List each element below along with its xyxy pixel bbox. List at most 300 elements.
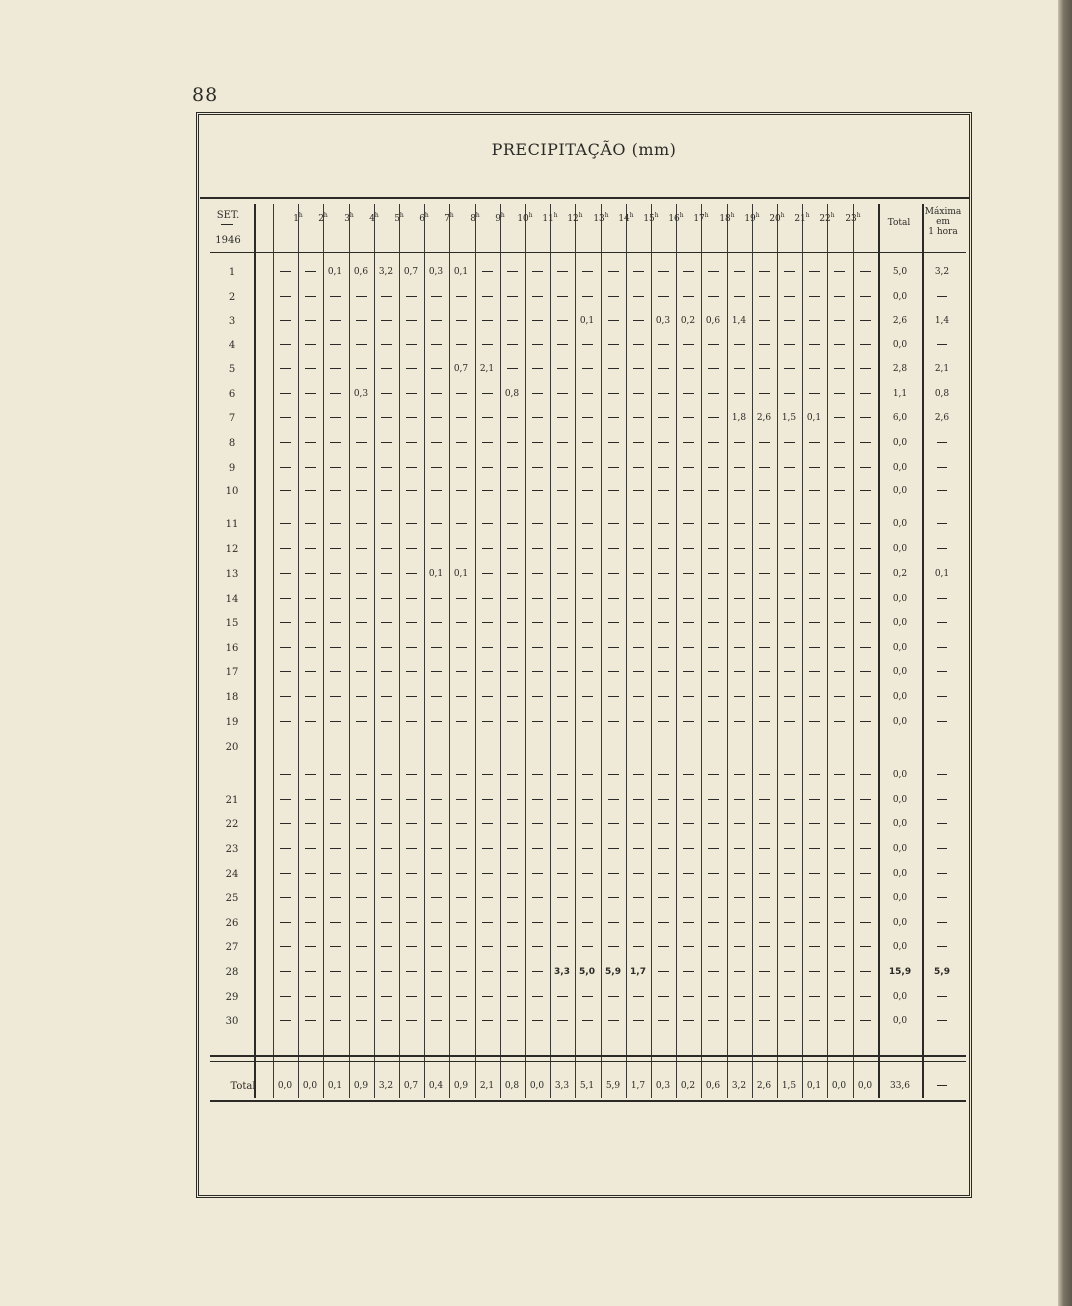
table-row: [0, 844, 1072, 864]
hour-cell: [298, 267, 322, 277]
hour-cell: 0,3: [353, 389, 369, 399]
day-max: [920, 992, 964, 1002]
hour-cell: [349, 692, 373, 702]
hour-cell: 0,2: [680, 316, 696, 326]
hour-header: 9$^h$: [495, 212, 505, 224]
hour-cell: [601, 267, 625, 277]
hour-cell: [727, 463, 751, 473]
hour-cell: [550, 463, 574, 473]
hour-cell: [449, 692, 473, 702]
hour-cell: [827, 918, 851, 928]
day-label: 22: [225, 819, 239, 830]
table-row: [0, 594, 1072, 614]
table-row: [0, 942, 1072, 962]
hour-cell: [273, 340, 297, 350]
hour-cell: [550, 292, 574, 302]
hour-cell: [525, 618, 549, 628]
hour-cell: [853, 292, 877, 302]
hour-cell: [676, 692, 700, 702]
hour-header: 10$^h$: [517, 212, 533, 224]
hour-total-cell: 0,9: [453, 1081, 469, 1091]
hour-header: 14$^h$: [618, 212, 634, 224]
hour-cell: [601, 316, 625, 326]
hour-cell: [298, 893, 322, 903]
hour-cell: [475, 819, 499, 829]
day-total: 0,0: [892, 819, 908, 829]
hour-cell: [701, 569, 725, 579]
hour-cell: [853, 918, 877, 928]
hour-cell: [500, 438, 524, 448]
hour-cell: [399, 692, 423, 702]
hour-cell: [701, 340, 725, 350]
hour-cell: [626, 1016, 650, 1026]
hour-cell: [550, 486, 574, 496]
hour-cell: [323, 389, 347, 399]
hour-cell: [827, 819, 851, 829]
hour-cell: [399, 819, 423, 829]
hour-cell: [273, 795, 297, 805]
hour-cell: [399, 463, 423, 473]
hour-cell: [727, 618, 751, 628]
hour-cell: [273, 463, 297, 473]
hour-cell: [676, 992, 700, 1002]
hour-cell: [323, 544, 347, 554]
hour-cell: [777, 844, 801, 854]
hour-cell: [701, 692, 725, 702]
hour-cell: [752, 869, 776, 879]
hour-cell: [651, 770, 675, 780]
hour-header: 4$^h$: [369, 212, 379, 224]
hour-cell: [853, 770, 877, 780]
hour-cell: [777, 869, 801, 879]
hour-cell: [601, 292, 625, 302]
hour-cell: [701, 667, 725, 677]
hour-cell: [298, 992, 322, 1002]
hour-cell: [298, 918, 322, 928]
hour-cell: [827, 795, 851, 805]
hour-cell: 0,1: [428, 569, 444, 579]
hour-cell: [525, 844, 549, 854]
hour-cell: [550, 643, 574, 653]
hour-header: 2$^h$: [318, 212, 328, 224]
hour-cell: [349, 364, 373, 374]
hour-cell: [449, 869, 473, 879]
hour-cell: [651, 486, 675, 496]
hour-cell: [827, 667, 851, 677]
hour-cell: 0,1: [453, 569, 469, 579]
hour-cell: [525, 389, 549, 399]
hour-total-cell: 0,9: [353, 1081, 369, 1091]
table-row: [0, 544, 1072, 564]
hour-cell: [500, 869, 524, 879]
hour-cell: 3,3: [554, 967, 570, 977]
day-total: 0,0: [892, 519, 908, 529]
hour-total-cell: 1,5: [781, 1081, 797, 1091]
hour-cell: [777, 819, 801, 829]
hour-header: 11$^h$: [542, 212, 558, 224]
day-label: 1: [228, 267, 236, 278]
hour-cell: [449, 544, 473, 554]
hour-header: 18$^h$: [719, 212, 735, 224]
hour-cell: [651, 692, 675, 702]
hour-cell: [727, 942, 751, 952]
hour-cell: [500, 618, 524, 628]
hour-cell: [298, 692, 322, 702]
hour-cell: [374, 316, 398, 326]
hour-cell: [500, 692, 524, 702]
day-total: 0,0: [892, 795, 908, 805]
hour-cell: [399, 486, 423, 496]
hour-cell: [449, 643, 473, 653]
hour-cell: [500, 717, 524, 727]
hour-cell: [323, 340, 347, 350]
hour-cell: [374, 1016, 398, 1026]
hour-cell: [853, 569, 877, 579]
hour-cell: [777, 364, 801, 374]
hour-cell: [374, 569, 398, 579]
hour-cell: [701, 844, 725, 854]
hour-cell: [475, 844, 499, 854]
hour-header: 3$^h$: [344, 212, 354, 224]
hour-cell: [601, 643, 625, 653]
hour-total-cell: 5,1: [579, 1081, 595, 1091]
day-label: 19: [225, 717, 239, 728]
hour-cell: [399, 618, 423, 628]
hour-cell: [525, 267, 549, 277]
hour-cell: [777, 463, 801, 473]
hour-cell: [349, 569, 373, 579]
hour-cell: [676, 967, 700, 977]
hour-cell: [550, 893, 574, 903]
hour-cell: [399, 544, 423, 554]
hour-cell: [525, 519, 549, 529]
hour-total-cell: 0,0: [831, 1081, 847, 1091]
hour-cell: 1,7: [630, 967, 646, 977]
hour-cell: [575, 893, 599, 903]
hour-cell: [399, 770, 423, 780]
day-max: 0,1: [934, 569, 950, 579]
hour-cell: [601, 413, 625, 423]
hour-cell: [752, 544, 776, 554]
day-max: 0,8: [934, 389, 950, 399]
day-max: 5,9: [934, 967, 950, 977]
hour-cell: [475, 486, 499, 496]
day-total: 6,0: [892, 413, 908, 423]
hour-cell: [323, 292, 347, 302]
hour-cell: [727, 519, 751, 529]
hour-cell: [424, 544, 448, 554]
hour-cell: [651, 463, 675, 473]
table-row: [0, 893, 1072, 913]
hour-cell: [500, 569, 524, 579]
table-row: [0, 795, 1072, 815]
day-total: 15,9: [888, 967, 912, 977]
hour-cell: [525, 770, 549, 780]
hour-cell: [525, 292, 549, 302]
hour-cell: [399, 844, 423, 854]
hour-cell: [575, 692, 599, 702]
hour-cell: [424, 438, 448, 448]
hour-cell: [575, 364, 599, 374]
hour-cell: [323, 413, 347, 423]
hour-cell: [298, 569, 322, 579]
hour-cell: [777, 667, 801, 677]
hour-cell: [626, 819, 650, 829]
day-max: [920, 869, 964, 879]
hour-cell: [626, 992, 650, 1002]
hour-cell: [298, 1016, 322, 1026]
hour-cell: [827, 463, 851, 473]
hour-cell: [550, 770, 574, 780]
hour-cell: [777, 267, 801, 277]
hour-cell: [853, 667, 877, 677]
hour-cell: [424, 717, 448, 727]
hour-cell: [323, 717, 347, 727]
hour-cell: [777, 918, 801, 928]
day-total: 0,0: [892, 594, 908, 604]
hour-cell: [424, 667, 448, 677]
hour-cell: [853, 618, 877, 628]
hour-header: 22$^h$: [819, 212, 835, 224]
hour-total-cell: 0,4: [428, 1081, 444, 1091]
day-max: [920, 618, 964, 628]
hour-cell: [626, 413, 650, 423]
hour-cell: [575, 869, 599, 879]
hour-cell: [273, 643, 297, 653]
hour-cell: [273, 544, 297, 554]
hour-cell: [701, 618, 725, 628]
hour-cell: [802, 594, 826, 604]
hour-cell: [827, 519, 851, 529]
hour-cell: [853, 594, 877, 604]
table-row: [0, 692, 1072, 712]
hour-cell: [752, 1016, 776, 1026]
hour-cell: [449, 618, 473, 628]
hour-cell: [273, 519, 297, 529]
table-row: [0, 267, 1072, 287]
hour-cell: [550, 594, 574, 604]
hour-cell: [676, 618, 700, 628]
hour-cell: 0,1: [327, 267, 343, 277]
hour-cell: [777, 692, 801, 702]
hour-cell: [827, 893, 851, 903]
hour-cell: [727, 438, 751, 448]
hour-cell: [802, 992, 826, 1002]
hour-cell: [575, 292, 599, 302]
hour-cell: [475, 643, 499, 653]
hour-cell: [349, 519, 373, 529]
hour-cell: [273, 667, 297, 677]
hour-cell: [575, 594, 599, 604]
hour-cell: [323, 486, 347, 496]
hour-cell: [853, 438, 877, 448]
hour-cell: [323, 1016, 347, 1026]
hour-cell: [601, 844, 625, 854]
hour-cell: [802, 519, 826, 529]
totals-row: [0, 1081, 1072, 1101]
hour-cell: [727, 364, 751, 374]
hour-cell: [676, 364, 700, 374]
hour-cell: [449, 795, 473, 805]
hour-cell: [651, 643, 675, 653]
hour-cell: [651, 717, 675, 727]
hour-cell: [802, 643, 826, 653]
hour-cell: 2,6: [756, 413, 772, 423]
hour-cell: [601, 438, 625, 448]
hour-cell: [323, 364, 347, 374]
hour-cell: [777, 942, 801, 952]
hour-cell: [575, 717, 599, 727]
hour-cell: [550, 795, 574, 805]
hour-cell: [424, 942, 448, 952]
hour-cell: [802, 770, 826, 780]
hour-cell: [273, 413, 297, 423]
hour-cell: [827, 569, 851, 579]
hour-cell: [323, 316, 347, 326]
table-row: [0, 463, 1072, 483]
hour-cell: [374, 643, 398, 653]
hour-cell: [374, 618, 398, 628]
hour-cell: [676, 717, 700, 727]
hour-cell: [575, 795, 599, 805]
hour-cell: [374, 942, 398, 952]
hour-cell: [827, 413, 851, 423]
hour-cell: [701, 413, 725, 423]
table-row: [0, 918, 1072, 938]
hour-cell: [399, 795, 423, 805]
hour-cell: [777, 486, 801, 496]
day-total: 0,0: [892, 340, 908, 350]
hour-cell: [601, 569, 625, 579]
table-row: [0, 770, 1072, 790]
hour-cell: [752, 992, 776, 1002]
total-rule-top: [210, 1055, 966, 1057]
hour-cell: [399, 1016, 423, 1026]
hour-cell: [475, 594, 499, 604]
hour-cell: [349, 438, 373, 448]
hour-cell: [500, 844, 524, 854]
hour-cell: [449, 893, 473, 903]
hour-cell: [298, 795, 322, 805]
hour-cell: [399, 340, 423, 350]
hour-total-cell: 0,0: [529, 1081, 545, 1091]
hour-cell: [752, 844, 776, 854]
hour-cell: [752, 618, 776, 628]
year-label: 1946: [215, 235, 241, 246]
hour-cell: [575, 643, 599, 653]
hour-cell: [601, 486, 625, 496]
max-header-line2: em: [936, 217, 950, 227]
hour-cell: [475, 869, 499, 879]
day-label: 18: [225, 692, 239, 703]
hour-cell: [424, 918, 448, 928]
hour-cell: [827, 992, 851, 1002]
day-total: 2,8: [892, 364, 908, 374]
hour-cell: [500, 267, 524, 277]
hour-cell: [399, 316, 423, 326]
hour-cell: [827, 717, 851, 727]
hour-cell: [550, 692, 574, 702]
table-row: [0, 364, 1072, 384]
hour-cell: [752, 918, 776, 928]
table-row: [0, 643, 1072, 663]
day-max: [920, 717, 964, 727]
hour-cell: [777, 893, 801, 903]
day-label: 20: [225, 742, 239, 753]
hour-cell: [853, 692, 877, 702]
hour-cell: [575, 463, 599, 473]
hour-cell: [575, 992, 599, 1002]
hour-cell: [424, 340, 448, 350]
hour-cell: [601, 770, 625, 780]
hour-cell: [525, 643, 549, 653]
hour-cell: [601, 942, 625, 952]
hour-cell: [601, 893, 625, 903]
hour-header: 8$^h$: [470, 212, 480, 224]
hour-cell: [727, 869, 751, 879]
hour-cell: [424, 819, 448, 829]
hour-cell: [626, 316, 650, 326]
day-max: [920, 844, 964, 854]
hour-cell: [575, 519, 599, 529]
hour-cell: [475, 267, 499, 277]
day-label: 23: [225, 844, 239, 855]
hour-cell: [752, 316, 776, 326]
day-max: 2,1: [934, 364, 950, 374]
hour-cell: [727, 844, 751, 854]
hour-cell: [525, 967, 549, 977]
hour-cell: [424, 795, 448, 805]
hour-cell: [449, 967, 473, 977]
hour-cell: [802, 569, 826, 579]
hour-total-cell: 3,3: [554, 1081, 570, 1091]
hour-cell: 0,1: [579, 316, 595, 326]
hour-cell: [701, 869, 725, 879]
hour-total-cell: 0,7: [403, 1081, 419, 1091]
hour-cell: [475, 918, 499, 928]
hour-cell: [752, 364, 776, 374]
hour-cell: [273, 942, 297, 952]
day-total: 0,0: [892, 869, 908, 879]
day-label: 3: [228, 316, 236, 327]
hour-cell: [651, 292, 675, 302]
hour-cell: [575, 618, 599, 628]
hour-cell: [349, 869, 373, 879]
hour-cell: [323, 618, 347, 628]
hour-cell: [475, 463, 499, 473]
hour-cell: [651, 967, 675, 977]
hour-cell: 3,2: [378, 267, 394, 277]
table-row: [0, 519, 1072, 539]
hour-cell: [626, 463, 650, 473]
hour-header: 23$^h$: [845, 212, 861, 224]
hour-cell: [550, 618, 574, 628]
hour-cell: [349, 643, 373, 653]
hour-cell: [424, 844, 448, 854]
hour-cell: [601, 992, 625, 1002]
hour-cell: [752, 692, 776, 702]
hour-cell: [802, 544, 826, 554]
hour-cell: [676, 869, 700, 879]
hour-cell: [550, 340, 574, 350]
hour-cell: [626, 918, 650, 928]
hour-cell: [676, 267, 700, 277]
day-max: [920, 438, 964, 448]
hour-cell: [475, 942, 499, 952]
hour-cell: 0,1: [806, 413, 822, 423]
hour-total-cell: 0,1: [806, 1081, 822, 1091]
hour-cell: [424, 519, 448, 529]
